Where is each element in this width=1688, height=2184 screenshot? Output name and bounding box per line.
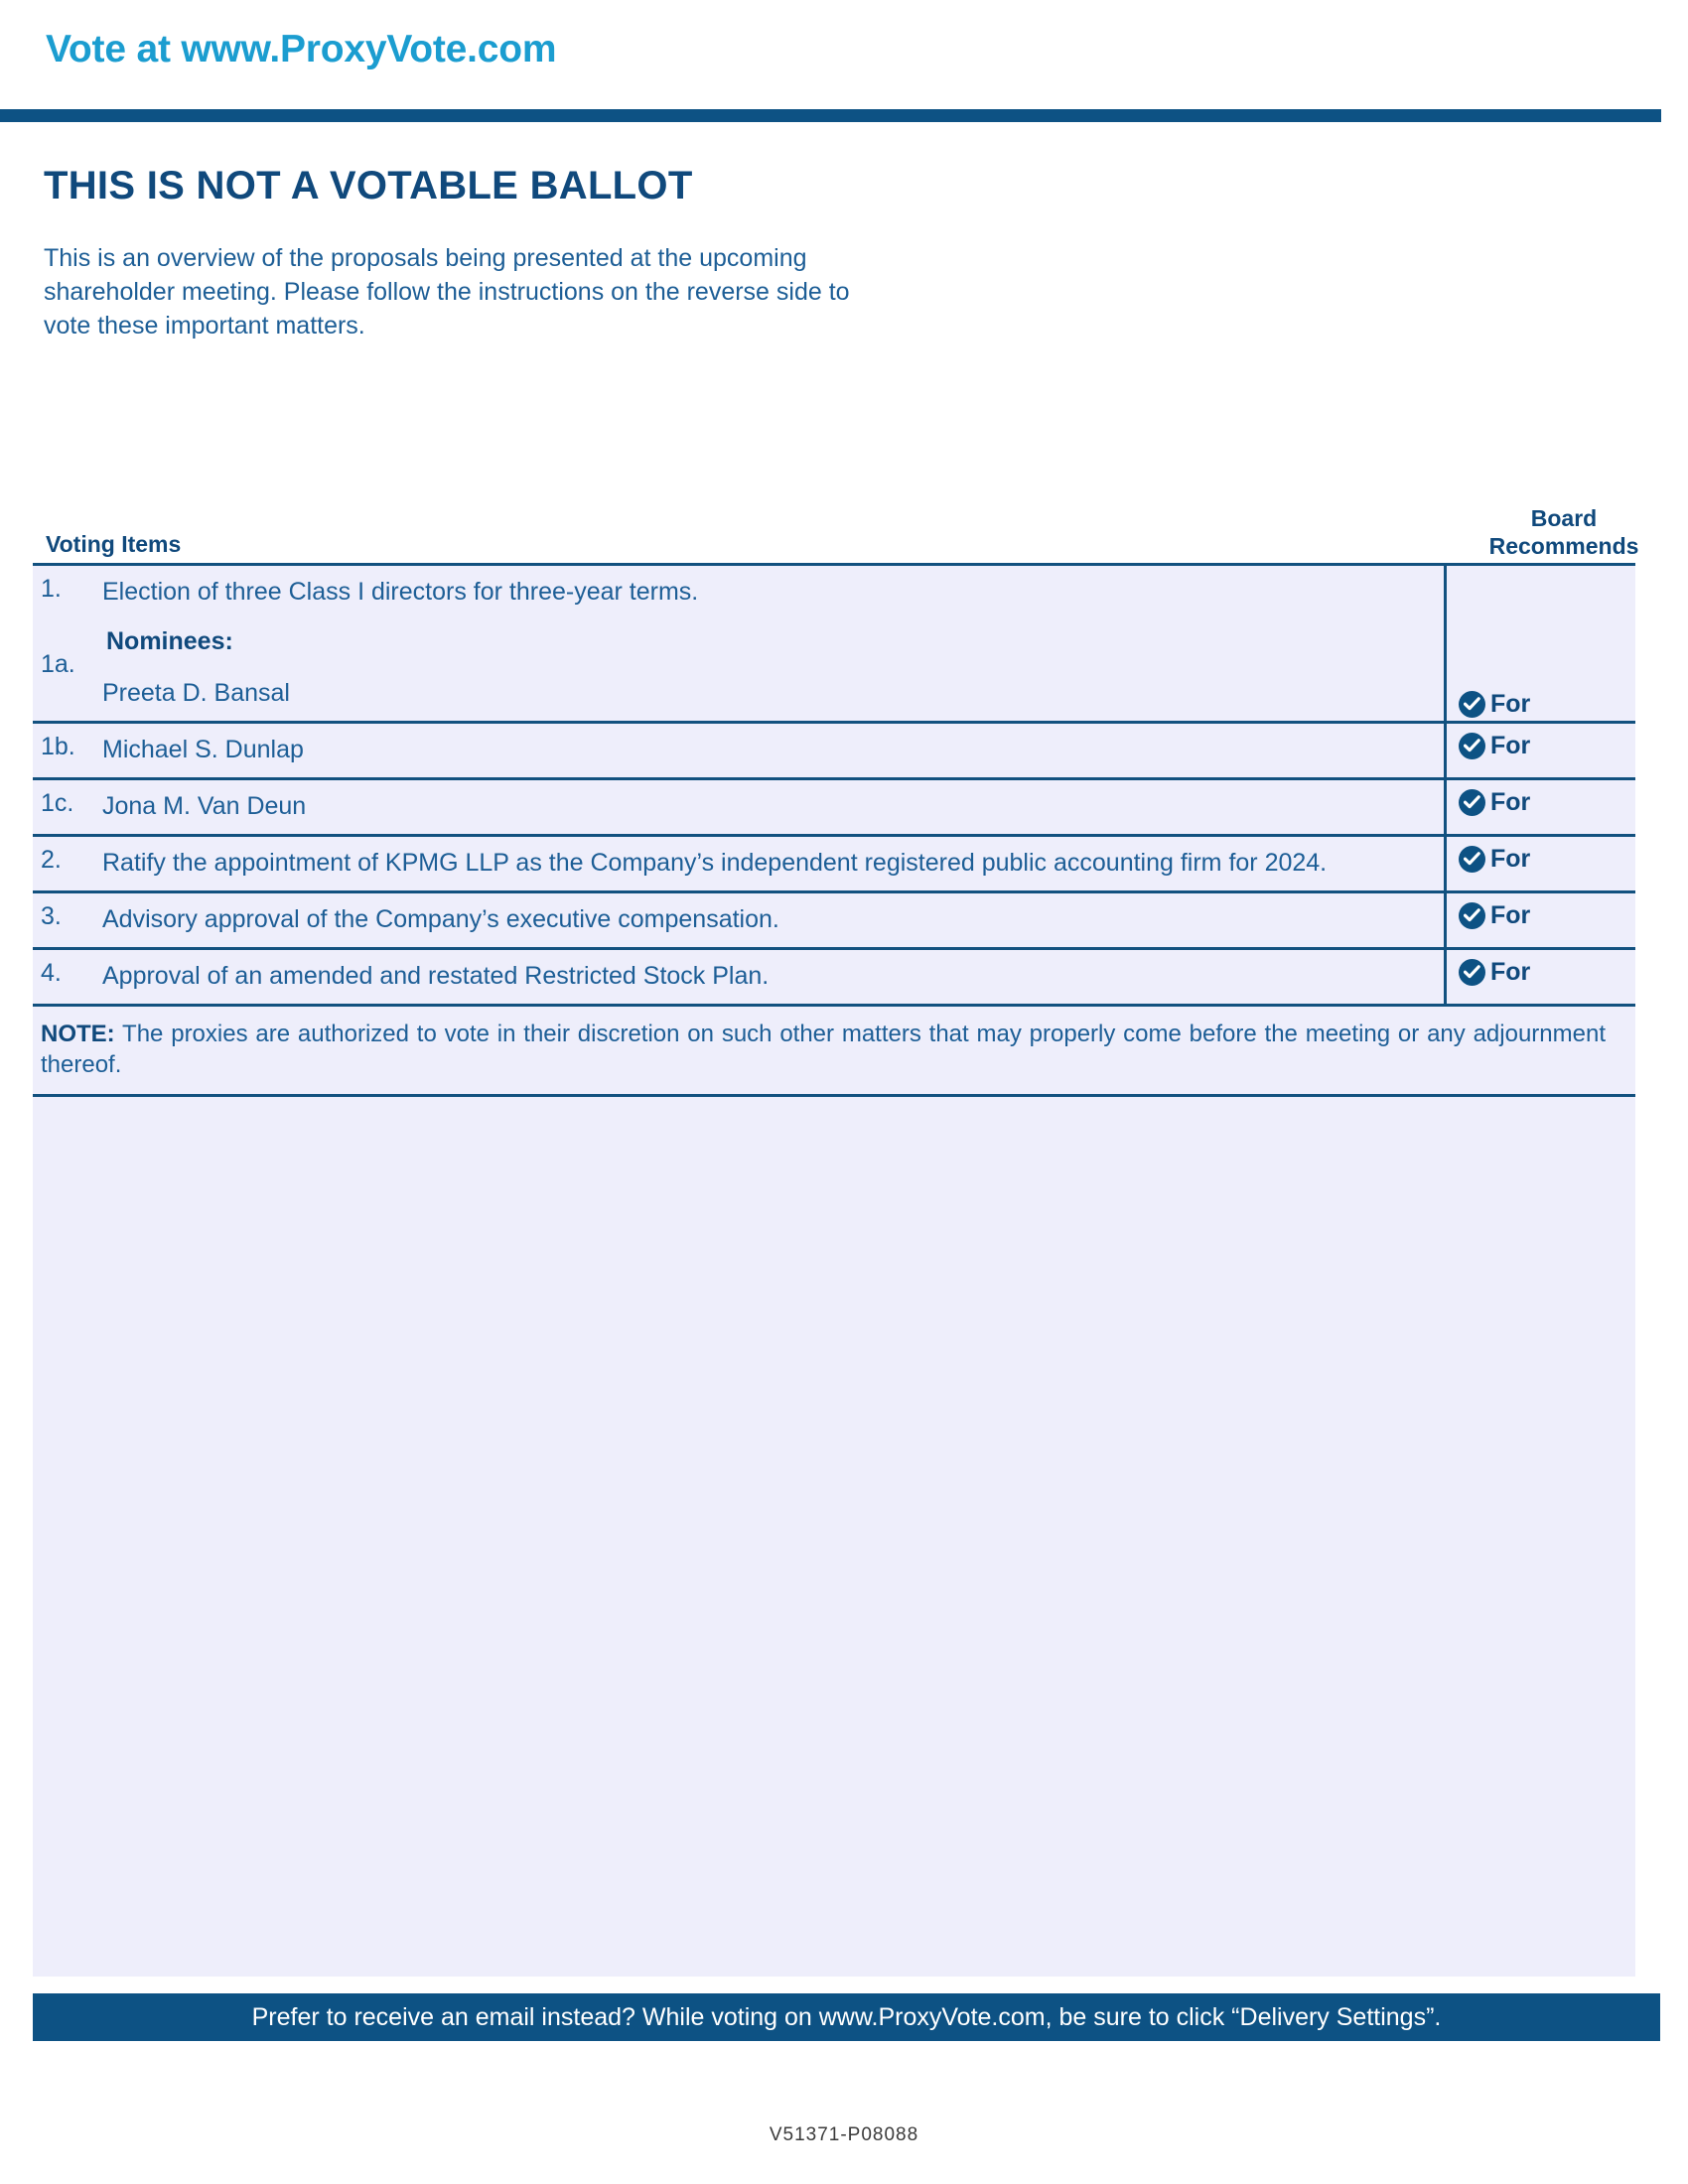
row-text [102, 565, 1446, 723]
recommendation-label: For [1490, 788, 1531, 816]
delivery-settings-text: Prefer to receive an email instead? While voting on www.ProxyVote.com, be sure to click “Delivery Settings”. [251, 2002, 1442, 2031]
board-label-line2: Recommends [1488, 533, 1639, 559]
board-recommendation-cell [1446, 779, 1636, 836]
board-recommendation-cell [1446, 565, 1636, 723]
recommendation-label: For [1490, 732, 1531, 759]
table-row [33, 892, 1635, 949]
recommendation-label: For [1490, 845, 1531, 873]
check-circle-icon [1459, 902, 1485, 929]
table-row [33, 949, 1635, 1006]
row-text: Approval of an amended and restated Restricted Stock Plan. [102, 949, 1446, 1006]
row-number-1: 1. [41, 575, 62, 603]
intro-paragraph: This is an overview of the proposals being presented at the upcoming shareholder meeting. Please follow the instructions on the reverse side to vote these important matters. [44, 244, 850, 340]
board-label-line1: Board [1530, 505, 1598, 531]
recommendation-2 [1447, 837, 1635, 884]
check-circle-icon [1459, 846, 1485, 873]
note-text: The proxies are authorized to vote in their discretion on such other matters that may properly come before the meeting or any adjournment thereof. [41, 1021, 1606, 1078]
delivery-settings-banner [33, 1993, 1660, 2041]
table-row [33, 779, 1635, 836]
row-text: Advisory approval of the Company’s executive compensation. [102, 892, 1446, 949]
recommendation-3 [1447, 893, 1635, 940]
row-number: 4. [33, 949, 102, 1006]
page-title: THIS IS NOT A VOTABLE BALLOT [44, 164, 693, 207]
recommendation-label: For [1490, 958, 1531, 986]
board-recommendation-cell [1446, 723, 1636, 779]
note-cell [33, 1006, 1635, 1096]
row-text: Jona M. Van Deun [102, 779, 1446, 836]
column-header-board-recommends [1470, 504, 1658, 560]
board-recommendation-cell [1446, 892, 1636, 949]
recommendation-label: For [1490, 690, 1531, 718]
row-number: 1c. [33, 779, 102, 836]
check-circle-icon [1459, 959, 1485, 986]
row-number: 1b. [33, 723, 102, 779]
row-number [33, 565, 102, 723]
header-divider-bar [0, 109, 1661, 122]
check-circle-icon [1459, 733, 1485, 759]
note-row [33, 1006, 1635, 1096]
table-row [33, 723, 1635, 779]
recommendation-1a [1447, 691, 1635, 718]
row-text: Michael S. Dunlap [102, 723, 1446, 779]
recommendation-spacer [1447, 566, 1635, 691]
row-number: 2. [33, 836, 102, 892]
board-recommendation-cell [1446, 836, 1636, 892]
note-label: NOTE: [41, 1021, 115, 1047]
voting-items-body [33, 565, 1635, 1096]
table-row [33, 565, 1635, 723]
recommendation-1b [1447, 724, 1635, 770]
board-recommendation-cell [1446, 949, 1636, 1006]
recommendation-4 [1447, 950, 1635, 997]
check-circle-icon [1459, 789, 1485, 816]
table-row [33, 836, 1635, 892]
voting-items-table [33, 563, 1635, 1097]
vote-at-headline: Vote at www.ProxyVote.com [46, 28, 557, 70]
recommendation-label: For [1490, 901, 1531, 929]
control-number: V51371-P08088 [769, 2124, 919, 2145]
column-header-voting-items: Voting Items [46, 531, 182, 557]
row-text: Ratify the appointment of KPMG LLP as the Company’s independent registered public accounting firm for 2024. [102, 836, 1446, 892]
proposal-1-text: Election of three Class I directors for three-year terms. [102, 578, 699, 606]
check-circle-icon [1459, 691, 1485, 718]
recommendation-1c [1447, 780, 1635, 827]
nominees-label: Nominees: [106, 627, 233, 655]
row-number: 3. [33, 892, 102, 949]
nominee-1a-name: Preeta D. Bansal [102, 679, 290, 707]
row-number-1a: 1a. [41, 650, 75, 678]
